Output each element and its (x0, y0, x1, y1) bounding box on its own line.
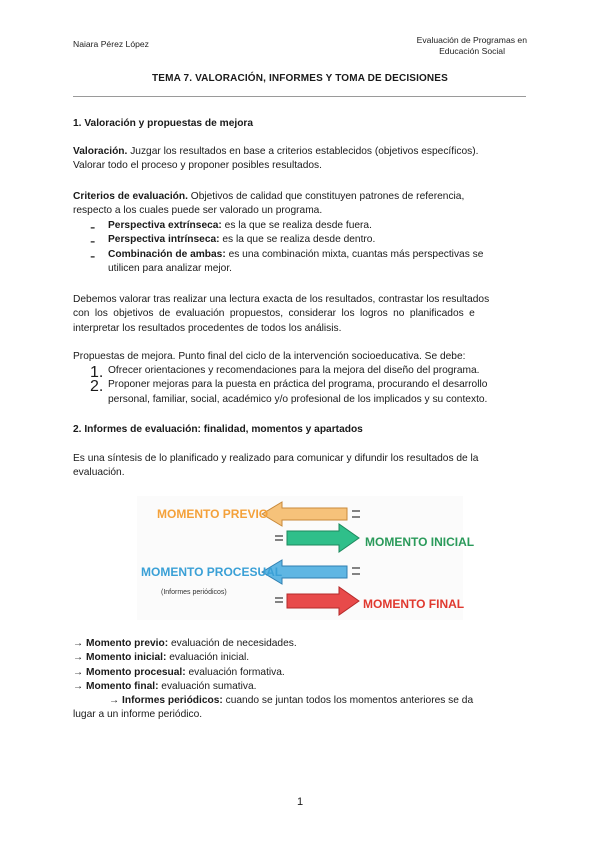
moment-text: evaluación inicial. (166, 652, 250, 664)
moment-term: Momento inicial: (86, 652, 167, 664)
moments-diagram (137, 496, 475, 620)
bullet-term: Combinación de ambas: (108, 248, 226, 260)
list-item (90, 364, 526, 381)
header-course (396, 35, 527, 57)
arrow-glyph: → (73, 666, 84, 678)
criterios-paragraph (73, 190, 526, 219)
moment-text: evaluación de necesidades. (168, 638, 297, 649)
page-number: 1 (296, 796, 304, 808)
list-item (73, 637, 526, 651)
list-item (90, 233, 526, 251)
perspectives-list (90, 219, 526, 276)
arrow-glyph: → (73, 680, 84, 692)
moments-list (73, 637, 526, 723)
moment-term: Momento procesual: (86, 666, 186, 678)
criterios-line1: Objetivos de calidad que constituyen patrones de referencia, (187, 191, 465, 202)
section1-heading: 1. Valoración y propuestas de mejora (73, 118, 254, 129)
moment-text: evaluación sumativa. (158, 680, 257, 692)
informes-text-continued: lugar a un informe periódico. (73, 709, 203, 721)
bullet-text: es una combinación mixta, cuantas más perspectivas se (225, 248, 484, 260)
valoracion-paragraph (73, 145, 526, 174)
bullet-text: es la que se realiza desde fuera. (221, 220, 372, 231)
valorar-paragraph (73, 293, 526, 336)
list-item (90, 378, 526, 407)
number-marker: 2. (90, 378, 104, 396)
informes-text: cuando se juntan todos los momentos anteriores se da (222, 695, 474, 707)
moment-term: Momento final: (86, 680, 159, 692)
informes-term: Informes periódicos: (122, 695, 223, 707)
informes-periodicos-item (73, 694, 526, 708)
list-item (90, 248, 526, 277)
label-momento-inicial: MOMENTO INICIAL (365, 535, 475, 549)
bullet-marker: - (90, 219, 96, 236)
title-divider (73, 96, 526, 97)
propuestas-list (90, 364, 526, 407)
arrow-glyph: → (109, 695, 120, 707)
list-item-text-continued: personal, familiar, social, académico y/o profesional de los implicados y su contexto. (108, 393, 488, 405)
bullet-marker: - (90, 233, 96, 251)
valoracion-line2: Valorar todo el proceso y proponer posibles resultados. (73, 160, 322, 172)
paragraph-line: Es una síntesis de lo planificado y realizado para comunicar y difundir los resultados de la (73, 453, 479, 464)
criterios-term: Criterios de evaluación. (73, 191, 188, 202)
list-item (73, 651, 526, 665)
label-momento-procesual: MOMENTO PROCESUAL (141, 565, 283, 579)
arrow-glyph: → (73, 638, 84, 649)
number-marker: 1. (90, 364, 104, 381)
informes-intro (73, 452, 526, 481)
label-momento-previo: MOMENTO PREVIO (157, 507, 269, 521)
paragraph-line: con los objetivos de evaluación propuestos, considerar los logros no planificados e (73, 308, 475, 320)
bullet-marker: - (90, 247, 96, 265)
bullet-text: es la que se realiza desde dentro. (219, 234, 376, 246)
bullet-text-continued: utilicen para analizar mejor. (108, 262, 233, 274)
criterios-line2: respecto a los cuales puede ser valorado un programa. (73, 205, 323, 217)
moment-text: evaluación formativa. (185, 666, 285, 678)
list-item (73, 680, 526, 694)
paragraph-line: interpretar los resultados procedentes de todos los análisis. (73, 322, 342, 334)
list-item (73, 666, 526, 680)
paragraph-line: evaluación. (73, 467, 125, 479)
label-momento-final: MOMENTO FINAL (363, 597, 465, 611)
list-item-text: Ofrecer orientaciones y recomendaciones para la mejora del diseño del programa. (108, 365, 480, 376)
arrow-glyph: → (73, 652, 84, 664)
propuestas-intro: Propuestas de mejora. Punto final del ciclo de la intervención socioeducativa. Se debe: (73, 351, 466, 362)
valoracion-term: Valoración. (73, 146, 128, 157)
page-title: TEMA 7. VALORACIÓN, INFORMES Y TOMA DE DECISIONES (152, 73, 448, 84)
section2-heading: 2. Informes de evaluación: finalidad, momentos y apartados (73, 424, 363, 435)
valoracion-line1: Juzgar los resultados en base a criterios establecidos (objetivos específicos). (127, 146, 479, 157)
moment-term: Momento previo: (86, 638, 169, 649)
paragraph-line: Debemos valorar tras realizar una lectura exacta de los resultados, contrastar los resultados (73, 294, 490, 305)
list-item-text: Proponer mejoras para la puesta en práctica del programa, procurando el desarrollo (108, 379, 488, 391)
label-informes-periodicos: (Informes periódicos) (161, 589, 227, 596)
list-item (90, 219, 526, 236)
bullet-term: Perspectiva extrínseca: (108, 220, 222, 231)
header-author: Naiara Pérez López (73, 39, 149, 49)
bullet-term: Perspectiva intrínseca: (108, 234, 220, 246)
header-course-line2: Educación Social (439, 46, 505, 56)
header-course-line1: Evaluación de Programas en (416, 35, 527, 45)
